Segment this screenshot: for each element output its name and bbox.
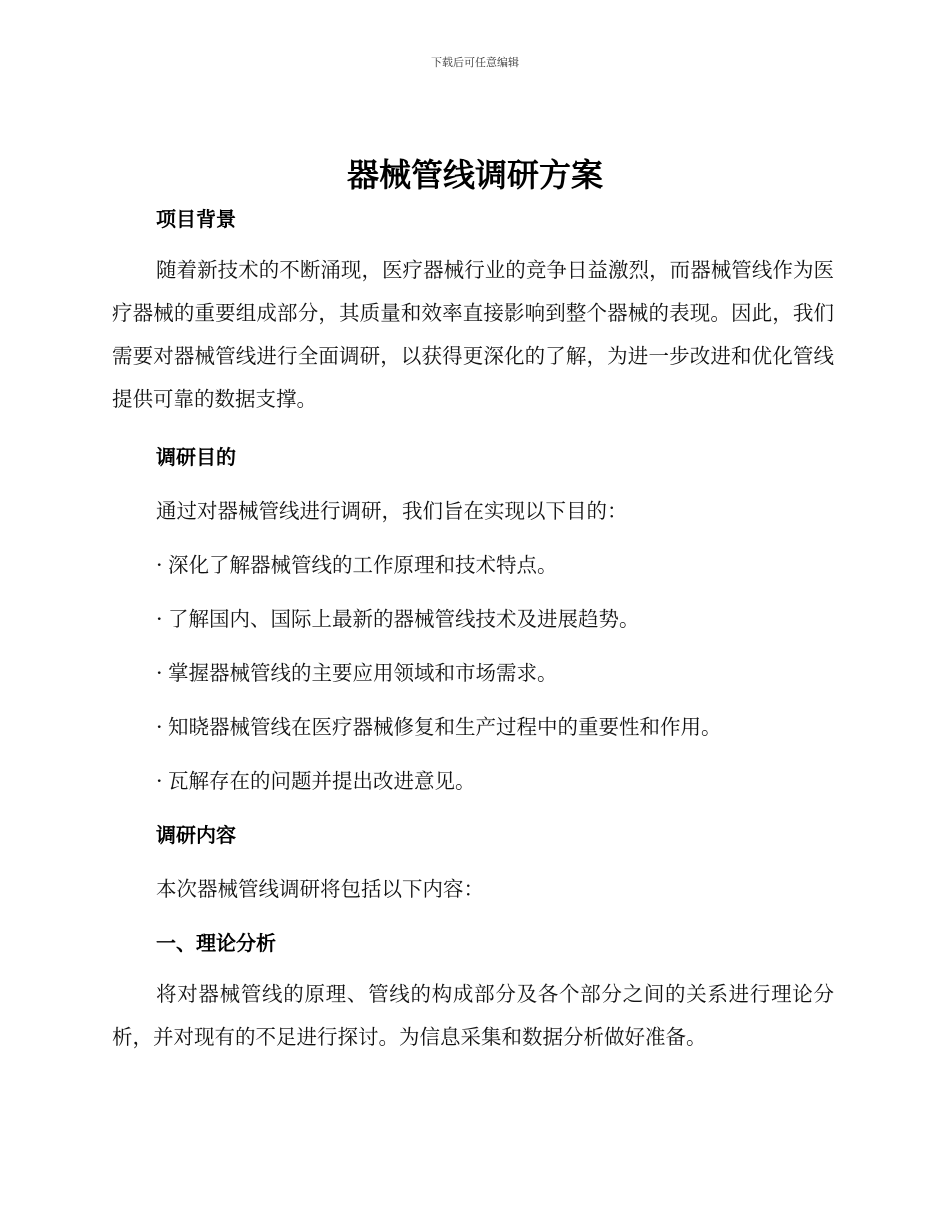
list-item-text: 了解国内、国际上最新的器械管线技术及进展趋势。 bbox=[168, 607, 640, 631]
paragraph-background: 随着新技术的不断涌现，医疗器械行业的竞争日益激烈，而器械管线作为医疗器械的重要组成部分，其质量和效率直接影响到整个器械的表现。因此，我们需要对器械管线进行全面调研，以获得更深化的了解，为进一步改进和优化管线提供可靠的数据支撑。 bbox=[112, 258, 834, 411]
bullet-marker: · bbox=[156, 553, 163, 577]
heading-background: 项目背景 bbox=[156, 207, 236, 231]
list-item-text: 知晓器械管线在医疗器械修复和生产过程中的重要性和作用。 bbox=[168, 715, 722, 739]
list-item bbox=[112, 549, 834, 581]
list-item bbox=[112, 657, 834, 689]
header-note: 下载后可任意编辑 bbox=[431, 56, 519, 69]
paragraph-content-intro: 本次器械管线调研将包括以下内容： bbox=[156, 877, 484, 901]
list-item-text: 瓦解存在的问题并提出改进意见。 bbox=[168, 769, 476, 793]
heading-purpose: 调研目的 bbox=[156, 445, 236, 469]
list-item-text: 掌握器械管线的主要应用领域和市场需求。 bbox=[168, 661, 558, 685]
document-body bbox=[112, 203, 834, 1059]
bullet-marker: · bbox=[156, 769, 163, 793]
paragraph-theory: 将对器械管线的原理、管线的构成部分及各个部分之间的关系进行理论分析，并对现有的不足进行探讨。为信息采集和数据分析做好准备。 bbox=[112, 982, 834, 1049]
heading-theory: 一、理论分析 bbox=[156, 931, 276, 955]
bullet-marker: · bbox=[156, 715, 163, 739]
heading-content: 调研内容 bbox=[156, 823, 236, 847]
list-item bbox=[112, 711, 834, 743]
document-title: 器械管线调研方案 bbox=[346, 156, 603, 194]
list-item bbox=[112, 603, 834, 635]
paragraph-purpose-intro: 通过对器械管线进行调研，我们旨在实现以下目的： bbox=[156, 499, 628, 523]
bullet-marker: · bbox=[156, 661, 163, 685]
list-item-text: 深化了解器械管线的工作原理和技术特点。 bbox=[168, 553, 558, 577]
bullet-marker: · bbox=[156, 607, 163, 631]
list-item bbox=[112, 765, 834, 797]
